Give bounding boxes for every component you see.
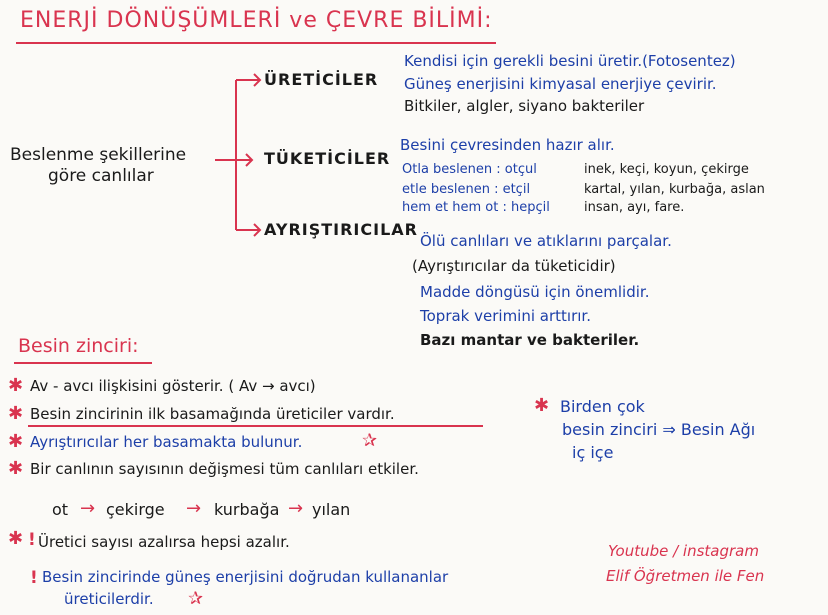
- exclamation-icon: !: [28, 530, 36, 550]
- consumers-type-2: etle beslenen : etçil: [402, 182, 531, 197]
- exclamation-icon: !: [30, 568, 38, 588]
- decomposers-line-4: Toprak verimini arttırır.: [420, 307, 591, 325]
- producers-line-3: Bitkiler, algler, siyano bakteriler: [404, 97, 645, 115]
- food-chain-heading-underline: [14, 362, 152, 364]
- credit-line-1: Youtube / instagram: [608, 542, 759, 560]
- consumers-label: TÜKETİCİLER: [264, 149, 391, 168]
- chain-item-ot: ot: [52, 500, 69, 519]
- web-note-line-2: besin zinciri ⇒ Besin Ağı: [562, 420, 756, 439]
- decomposers-line-2: (Ayrıştırıcılar da tüketicidir): [412, 257, 616, 275]
- web-note-line-1: Birden çok: [560, 397, 645, 416]
- bullet-star-icon: ✱: [534, 395, 550, 416]
- food-chain-heading: Besin zinciri:: [18, 335, 139, 357]
- credit-line-2: Elif Öğretmen ile Fen: [606, 567, 765, 585]
- consumers-type-1: Otla beslenen : otçul: [402, 162, 537, 177]
- chain-item-yilan: yılan: [312, 500, 351, 519]
- bullet-star-icon: ✱: [8, 375, 24, 396]
- chain-item-cekirge: çekirge: [106, 500, 165, 519]
- food-chain-bullet-3: Ayrıştırıcılar her basamakta bulunur.: [30, 433, 303, 451]
- decomposers-line-1: Ölü canlıları ve atıklarını parçalar.: [420, 232, 672, 250]
- web-note-line-3: iç içe: [572, 443, 614, 462]
- producers-line-2: Güneş enerjisini kimyasal enerjiye çevirir.: [404, 75, 717, 93]
- bullet-star-icon: ✱: [8, 528, 24, 549]
- decomposers-line-5: Bazı mantar ve bakteriler.: [420, 331, 640, 349]
- note-1: Üretici sayısı azalırsa hepsi azalır.: [38, 533, 290, 551]
- consumers-examples-1: inek, keçi, koyun, çekirge: [584, 162, 749, 177]
- root-line-2: göre canlılar: [48, 166, 154, 186]
- consumers-examples-3: insan, ayı, fare.: [584, 200, 685, 215]
- note-2-line-1: Besin zincirinde güneş enerjisini doğrudan kullananlar: [42, 568, 449, 586]
- consumers-intro: Besini çevresinden hazır alır.: [400, 136, 615, 154]
- bullet-star-icon: ✱: [8, 458, 24, 479]
- decomposers-line-3: Madde döngüsü için önemlidir.: [420, 283, 650, 301]
- decomposers-label: AYRIŞTIRICILAR: [264, 220, 418, 239]
- note-2-line-2: üreticilerdir.: [64, 590, 154, 608]
- star-icon: ✰: [188, 588, 204, 609]
- star-icon: ✰: [362, 430, 378, 451]
- food-chain-bullet-1: Av - avcı ilişkisini gösterir. ( Av → avcı): [30, 377, 316, 395]
- bullet-2-underline: [28, 425, 483, 427]
- producers-label: ÜRETİCİLER: [264, 70, 379, 89]
- bullet-star-icon: ✱: [8, 431, 24, 452]
- food-chain-bullet-4: Bir canlının sayısının değişmesi tüm canlıları etkiler.: [30, 460, 419, 478]
- producers-line-1: Kendisi için gerekli besini üretir.(Fotosentez): [404, 52, 736, 70]
- arrow-right-icon: →: [80, 498, 96, 519]
- consumers-examples-2: kartal, yılan, kurbağa, aslan: [584, 182, 765, 197]
- bullet-star-icon: ✱: [8, 403, 24, 424]
- arrow-right-icon: →: [288, 498, 304, 519]
- consumers-type-3: hem et hem ot : hepçil: [402, 200, 550, 215]
- chain-item-kurbaga: kurbağa: [214, 500, 280, 519]
- root-line-1: Beslenme şekillerine: [10, 145, 187, 165]
- page-title: ENERJİ DÖNÜŞÜMLERİ ve ÇEVRE BİLİMİ:: [20, 8, 493, 33]
- arrow-right-icon: →: [186, 498, 202, 519]
- food-chain-bullet-2: Besin zincirinin ilk basamağında üreticiler vardır.: [30, 405, 395, 423]
